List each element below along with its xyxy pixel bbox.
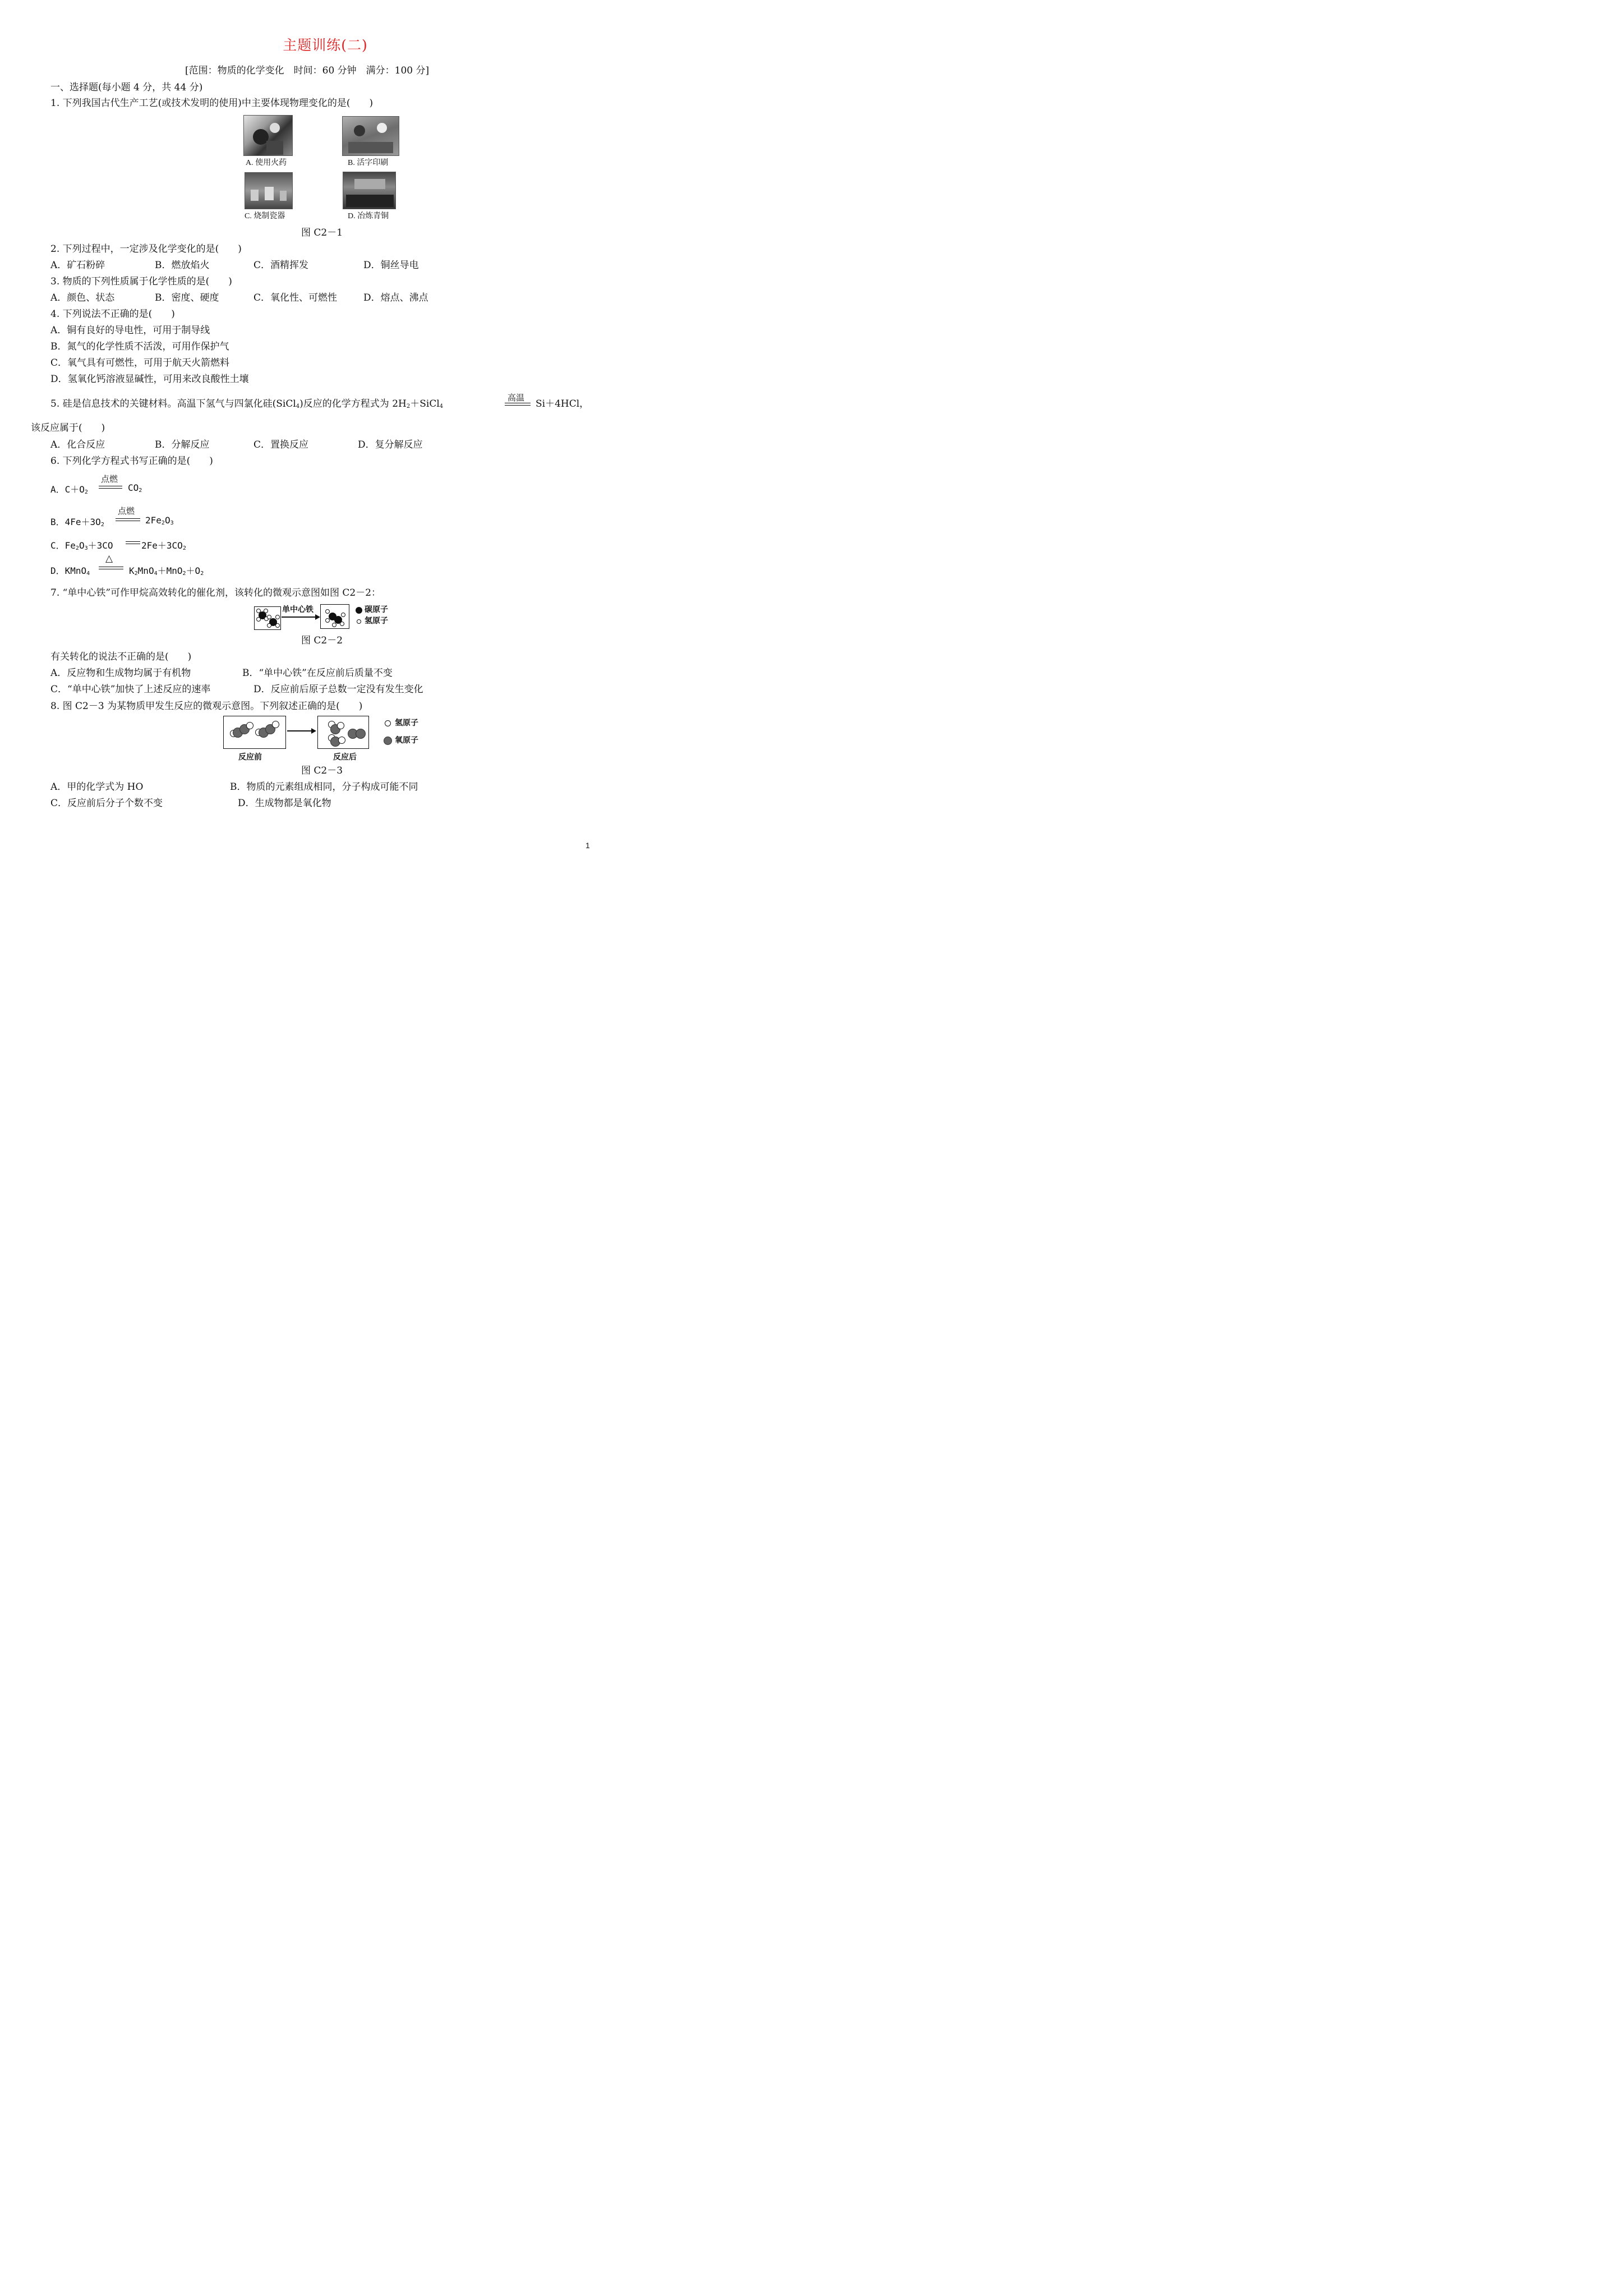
c2-3-legend-hydrogen-dot — [385, 720, 391, 726]
q7-option-c[interactable]: C．“单中心铁”加快了上述反应的速率 — [50, 684, 211, 695]
q7-option-d[interactable]: D．反应前后原子总数一定没有发生变化 — [253, 684, 423, 695]
q2-option-b[interactable]: B．燃放焰火 — [155, 260, 210, 271]
porcelain-image — [245, 172, 293, 209]
q8-option-c[interactable]: C．反应前后分子个数不变 — [50, 798, 163, 809]
c2-2-arrow-line — [282, 616, 316, 618]
gunpowder-image — [243, 115, 293, 156]
movable-type-image — [342, 116, 399, 156]
q6-option-d-equals — [99, 567, 123, 569]
question-5-stem: 5. 硅是信息技术的关键材料。高温下氢气与四氯化硅(SiCl$_4$)反应的化学方程式为 $2H_2+SiCl_4$ — [50, 398, 444, 409]
q5-option-c[interactable]: C．置换反应 — [253, 439, 309, 450]
figure-c2-3-caption: 图 C2－3 — [301, 765, 343, 776]
q6-option-c-right: $2Fe+3CO_2$ — [141, 540, 186, 551]
q6-option-c-equals — [126, 541, 140, 544]
figure-c2-1-caption: 图 C2－1 — [301, 227, 343, 238]
question-6-stem: 6. 下列化学方程式书写正确的是( ) — [50, 455, 213, 467]
c2-2-legend-hydrogen-dot — [357, 619, 361, 624]
q6-option-d-condition: △ — [105, 553, 113, 564]
q6-option-b-left[interactable]: B．$4Fe+3O_2$ — [50, 517, 104, 528]
scope-line: [范围：物质的化学变化 时间：60 分钟 满分：100 分] — [185, 65, 430, 76]
c2-3-after-label: 反应后 — [333, 753, 357, 762]
question-7-stem: 7. “单中心铁”可作甲烷高效转化的催化剂，该转化的微观示意图如图 C2－2： — [50, 587, 381, 599]
q2-option-a[interactable]: A．矿石粉碎 — [50, 260, 105, 271]
q6-option-b-right: $2Fe_2O_3$ — [145, 515, 174, 526]
q8-option-d[interactable]: D．生成物都是氧化物 — [238, 798, 331, 809]
q6-option-a-condition: 点燃 — [101, 474, 118, 484]
q2-option-d[interactable]: D．铜丝导电 — [363, 260, 419, 271]
q6-option-c[interactable]: C．$Fe_2O_3+3CO$ — [50, 540, 113, 551]
q5-option-b[interactable]: B．分解反应 — [155, 439, 210, 450]
q6-option-a-right: $CO_2$ — [128, 482, 142, 494]
c2-2-reactant-box — [254, 606, 281, 630]
q7-option-a[interactable]: A．反应物和生成物均属于有机物 — [50, 668, 191, 679]
c2-3-arrow-line — [287, 730, 312, 731]
bronze-smelting-image — [343, 172, 396, 209]
section-heading: 一、选择题(每小题 4 分，共 44 分) — [50, 82, 203, 93]
question-2-stem: 2. 下列过程中，一定涉及化学变化的是( ) — [50, 243, 242, 255]
q6-option-d-right: $K_2MnO_4+MnO_2+O_2$ — [129, 565, 204, 577]
c2-2-arrow-head — [315, 614, 320, 620]
c2-2-legend-hydrogen: 氢原子 — [365, 616, 388, 625]
page-number: 1 — [585, 841, 590, 850]
c2-3-legend-hydrogen: 氢原子 — [395, 719, 418, 728]
q5-stem-continuation: 该反应属于( ) — [31, 422, 105, 434]
q5-option-d[interactable]: D．复分解反应 — [358, 439, 423, 450]
q4-option-a[interactable]: A．铜有良好的导电性，可用于制导线 — [50, 325, 210, 336]
question-1-stem: 1. 下列我国古代生产工艺(或技术发明的使用)中主要体现物理变化的是( ) — [50, 98, 374, 109]
q7-option-b[interactable]: B．“单中心铁”在反应前后质量不变 — [242, 668, 393, 679]
question-4-stem: 4. 下列说法不正确的是( ) — [50, 309, 175, 320]
q6-option-a-left[interactable]: A．$C+O_2$ — [50, 484, 88, 495]
q6-option-b-equals — [116, 518, 140, 521]
c2-3-before-label: 反应前 — [238, 753, 262, 762]
q8-option-a[interactable]: A．甲的化学式为 HO — [50, 781, 144, 793]
q3-option-c[interactable]: C．氧化性、可燃性 — [253, 292, 338, 303]
q4-option-d[interactable]: D．氢氧化钙溶液显碱性，可用来改良酸性土壤 — [50, 374, 249, 385]
question-3-stem: 3. 物质的下列性质属于化学性质的是( ) — [50, 276, 232, 287]
figure-c2-2-caption: 图 C2－2 — [301, 635, 343, 646]
q3-option-d[interactable]: D．熔点、沸点 — [363, 292, 428, 303]
q4-option-b[interactable]: B．氮气的化学性质不活泼，可用作保护气 — [50, 341, 229, 352]
q1-caption-d: D. 冶炼青铜 — [348, 212, 389, 220]
c2-3-legend-oxygen: 氧原子 — [395, 736, 418, 745]
q7-question: 有关转化的说法不正确的是( ) — [50, 651, 192, 662]
q2-option-c[interactable]: C．酒精挥发 — [253, 260, 309, 271]
q5-equation-products: Si＋4HCl， — [536, 398, 589, 409]
q4-option-c[interactable]: C．氧气具有可燃性，可用于航天火箭燃料 — [50, 357, 230, 369]
c2-2-legend-carbon-dot — [356, 607, 362, 614]
q3-option-a[interactable]: A．颜色、状态 — [50, 292, 115, 303]
q1-caption-b: B. 活字印刷 — [348, 159, 389, 167]
page-title: 主题训练(二) — [283, 37, 368, 53]
q6-option-d-left[interactable]: D．KMnO$_4$ — [50, 565, 90, 577]
c2-2-catalyst-label: 单中心铁 — [282, 605, 313, 614]
q3-option-b[interactable]: B．密度、硬度 — [155, 292, 219, 303]
c2-2-product-box — [320, 604, 349, 629]
c2-3-before-box — [223, 716, 286, 749]
q1-caption-a: A. 使用火药 — [246, 159, 287, 167]
q6-option-a-equals — [99, 486, 122, 489]
q5-condition-label: 高温 — [508, 393, 525, 403]
q5-option-a[interactable]: A．化合反应 — [50, 439, 105, 450]
q8-option-b[interactable]: B．物质的元素组成相同，分子构成可能不同 — [230, 781, 418, 793]
c2-3-arrow-head — [311, 728, 316, 734]
q1-caption-c: C. 烧制瓷器 — [245, 212, 285, 220]
q5-equals-sign — [505, 403, 531, 406]
c2-2-legend-carbon: 碳原子 — [365, 605, 388, 614]
c2-3-legend-oxygen-dot — [384, 737, 392, 745]
q6-option-b-condition: 点燃 — [118, 506, 135, 516]
question-8-stem: 8. 图 C2－3 为某物质甲发生反应的微观示意图。下列叙述正确的是( ) — [50, 701, 363, 712]
c2-3-after-box — [317, 716, 369, 749]
